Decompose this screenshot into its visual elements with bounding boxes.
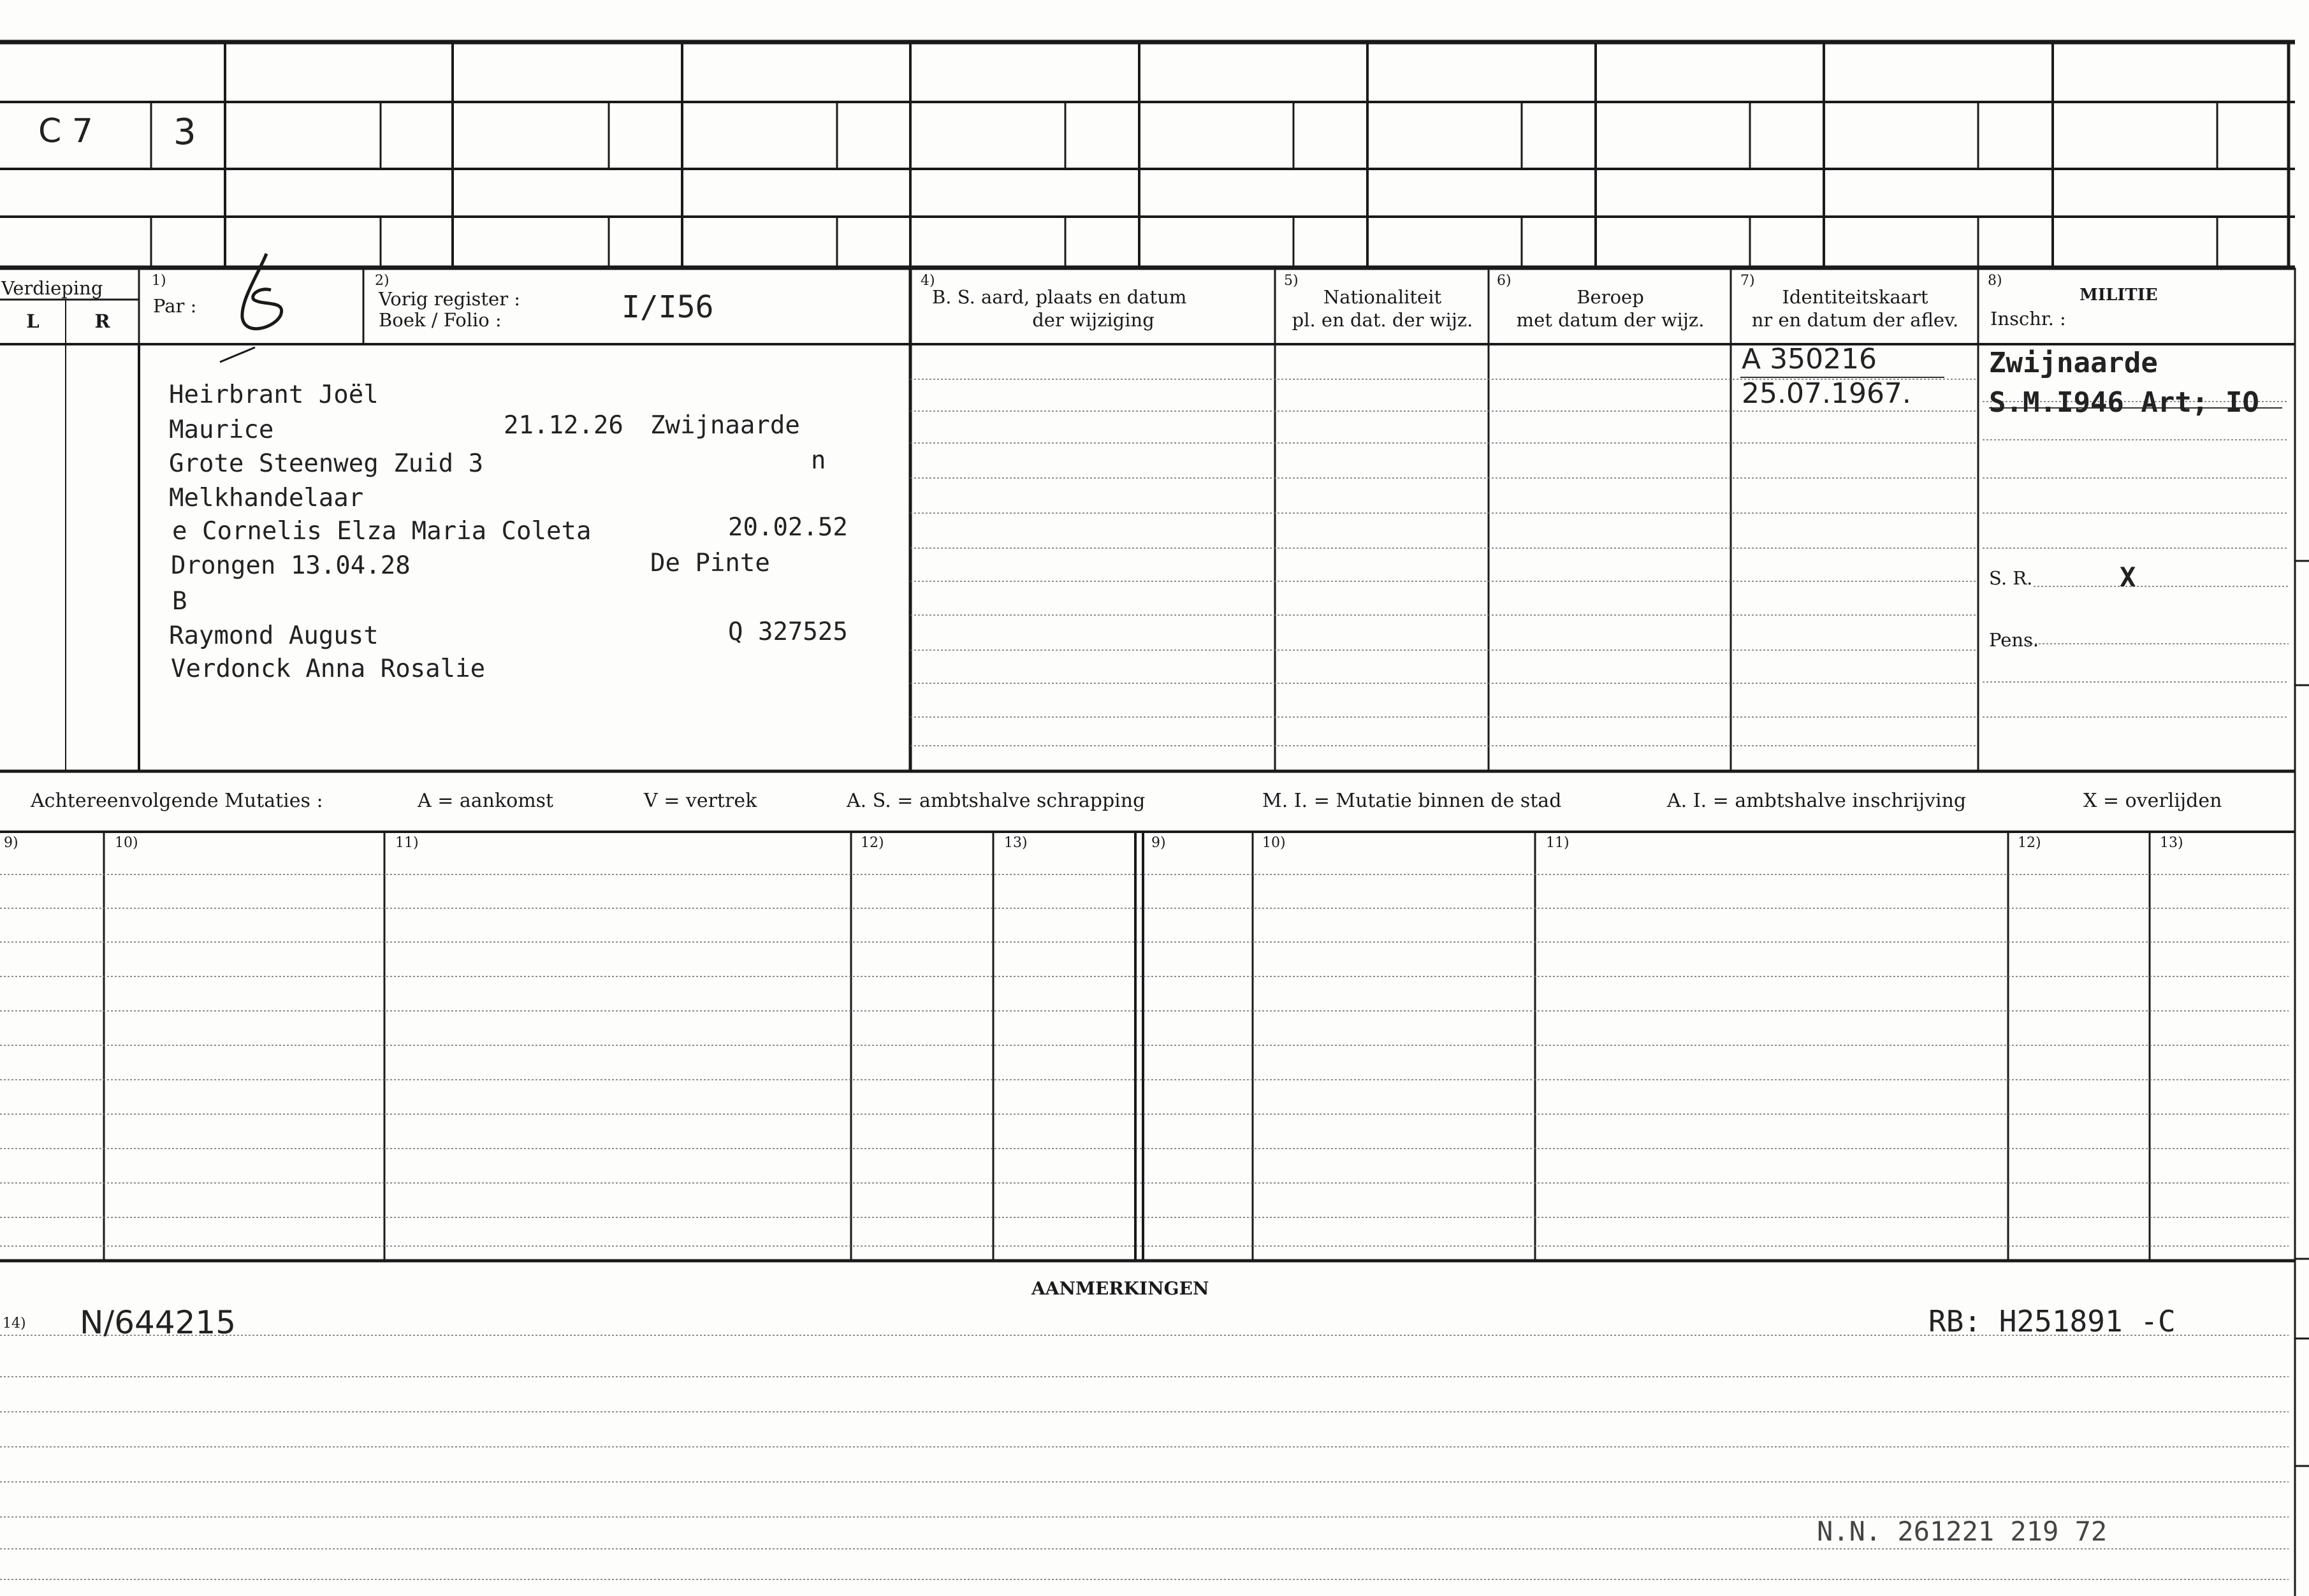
id-card-date: 25.07.1967. [1742, 377, 1911, 410]
mutation-col-9-left: 9) [4, 835, 18, 851]
mutation-col-9-right: 9) [1151, 835, 1166, 851]
militie-reference: S.M.I946 Art; IO [1989, 386, 2259, 419]
mutation-col-11-right: 11) [1546, 835, 1570, 851]
top-grid-number: 3 [173, 112, 196, 153]
person-nationality-code: B [172, 587, 187, 616]
legend-overlijden: X = overlijden [2083, 790, 2222, 812]
nationaliteit-subheader: pl. en dat. der wijz. [1292, 309, 1473, 331]
person-name: Heirbrant Joël [169, 381, 379, 409]
remarks-reference: N/644215 [80, 1304, 237, 1341]
legend-aankomst: A = aankomst [418, 790, 554, 812]
father-name: Raymond August [169, 621, 379, 650]
top-grid-code: C 7 [38, 112, 93, 150]
vorig-register-label: Vorig register : [379, 288, 521, 310]
mutation-col-12-left: 12) [861, 835, 884, 851]
pens-label: Pens. [1989, 629, 2039, 651]
mutation-col-10-left: 10) [115, 835, 138, 851]
verdieping-label: Verdieping [1, 277, 103, 299]
bs-header-line1: B. S. aard, plaats en datum [932, 286, 1187, 308]
par-handwritten-mark [242, 254, 282, 329]
beroep-subheader: met datum der wijz. [1516, 309, 1705, 331]
legend-inschrijving: A. I. = ambtshalve inschrijving [1667, 790, 1967, 812]
spouse-name: e Cornelis Elza Maria Coleta [172, 517, 592, 546]
person-occupation: Melkhandelaar [169, 484, 364, 512]
person-address: Grote Steenweg Zuid 3 [169, 449, 484, 478]
remarks-title: AANMERKINGEN [1031, 1278, 1209, 1299]
person-address-suffix: n [811, 446, 826, 475]
left-label: L [26, 310, 40, 332]
person-firstname: Maurice [169, 416, 274, 444]
remarks-nn-number: N.N. 261221 219 72 [1817, 1516, 2108, 1547]
par-label: Par : [153, 295, 197, 317]
mutation-col-13-left: 13) [1004, 835, 1028, 851]
legend-mutatie-stad: M. I. = Mutatie binnen de stad [1262, 790, 1562, 812]
bs-header-line2: der wijziging [1032, 309, 1154, 331]
col1-number: 1) [152, 273, 166, 289]
legend-schrapping: A. S. = ambtshalve schrapping [847, 790, 1146, 812]
col5-number: 5) [1284, 273, 1299, 289]
nationaliteit-header: Nationaliteit [1323, 286, 1442, 308]
remarks-number: 14) [3, 1316, 26, 1331]
id-card-number: A 350216 [1742, 343, 1877, 375]
sr-value: X [2120, 562, 2136, 593]
spouse-birthplace-place: De Pinte [650, 549, 770, 577]
col2-number: 2) [375, 273, 390, 289]
mutation-col-11-left: 11) [395, 835, 419, 851]
identiteitskaart-header: Identiteitskaart [1782, 286, 1928, 308]
identiteitskaart-subheader: nr en datum der aflev. [1751, 309, 1959, 331]
col7-number: 7) [1740, 273, 1755, 289]
mutations-label: Achtereenvolgende Mutaties : [31, 790, 323, 812]
person-document-number: Q 327525 [728, 618, 848, 646]
beroep-header: Beroep [1577, 286, 1644, 308]
legend-vertrek: V = vertrek [644, 790, 757, 812]
vorig-register-value: I/I56 [622, 289, 714, 325]
col4-number: 4) [921, 273, 935, 289]
mother-name: Verdonck Anna Rosalie [171, 655, 486, 683]
mutation-col-10-right: 10) [1262, 835, 1286, 851]
boek-folio-label: Boek / Folio : [379, 309, 502, 331]
person-birthdate: 21.12.26 [504, 411, 623, 440]
militie-header: MILITIE [2080, 286, 2158, 305]
col8-number: 8) [1988, 273, 2002, 289]
person-birthplace: Zwijnaarde [650, 411, 800, 440]
mutation-col-13-right: 13) [2160, 835, 2183, 851]
remarks-rb-number: RB: H251891 -C [1928, 1304, 2176, 1338]
sr-label: S. R. [1989, 567, 2033, 589]
militie-place: Zwijnaarde [1989, 347, 2158, 379]
inschr-label: Inschr. : [1990, 308, 2066, 330]
mutation-col-12-right: 12) [2018, 835, 2041, 851]
spouse-birth: Drongen 13.04.28 [171, 551, 411, 580]
right-label: R [94, 310, 110, 332]
marriage-date: 20.02.52 [728, 513, 848, 542]
col6-number: 6) [1497, 273, 1511, 289]
